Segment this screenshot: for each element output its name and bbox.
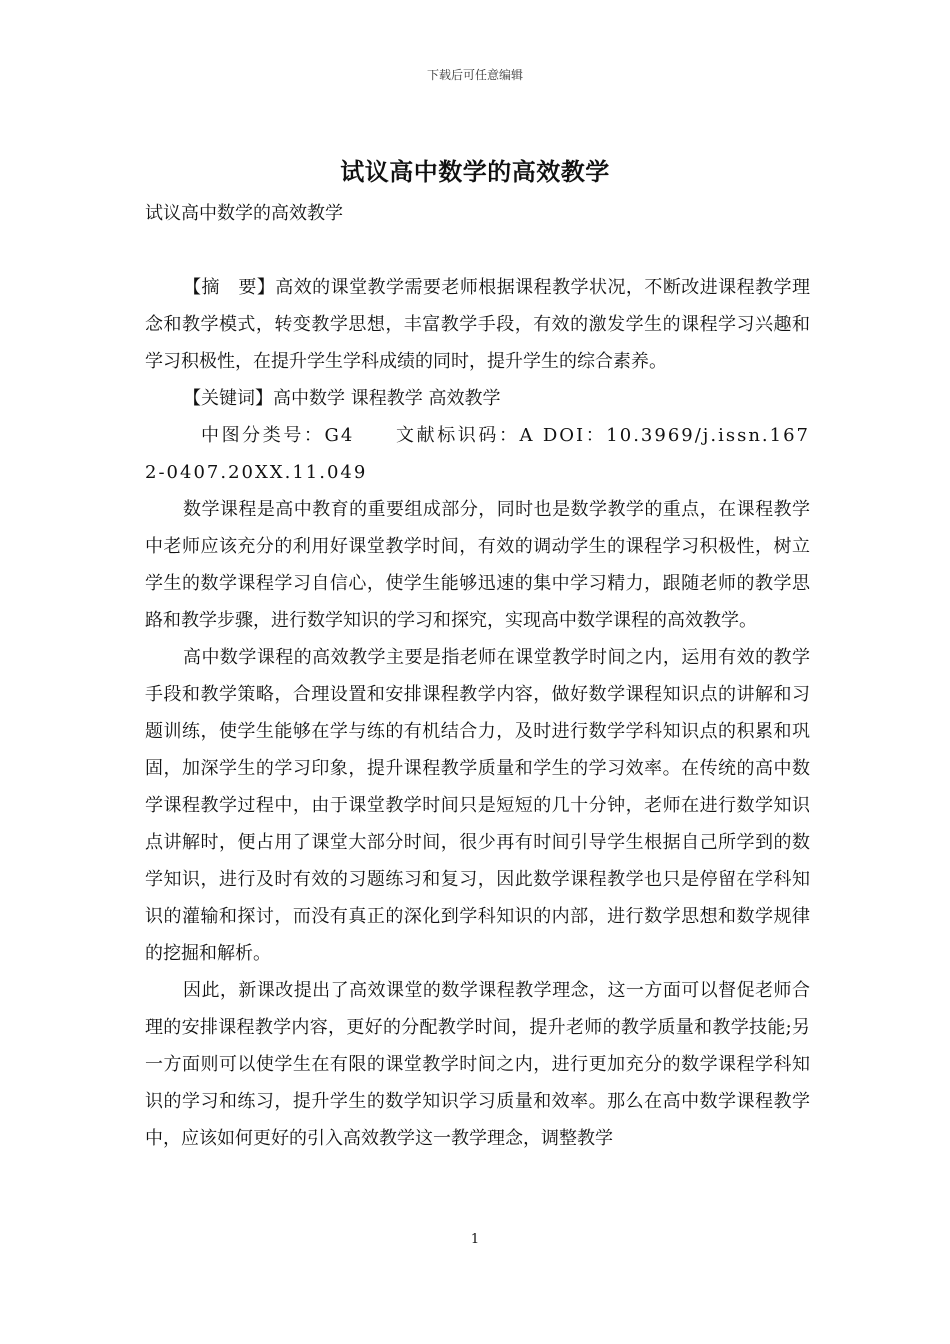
- document-body: [145, 195, 810, 1157]
- keywords-line: 【关键词】高中数学 课程教学 高效教学: [183, 388, 501, 409]
- classification-line: 中图分类号：G4 文献标识码：A DOI：10.3969/j.issn.1672-0407.20XX.11.049: [145, 425, 810, 483]
- document-title: 试议高中数学的高效教学: [340, 157, 610, 186]
- body-paragraph-2: 高中数学课程的高效教学主要是指老师在课堂教学时间之内，运用有效的教学手段和教学策略，合理设置和安排课程教学内容，做好数学课程知识点的讲解和习题训练，使学生能够在学与练的有机结合力，及时进行数学学科知识点的积累和巩固，加深学生的学习印象，提升课程教学质量和学生的学习效率。在传统的高中数学课程教学过程中，由于课堂教学时间只是短短的几十分钟，老师在进行数学知识点讲解时，便占用了课堂大部分时间，很少再有时间引导学生根据自己所学到的数学知识，进行及时有效的习题练习和复习，因此数学课程教学也只是停留在学科知识的灌输和探讨，而没有真正的深化到学科知识的内部，进行数学思想和数学规律的挖掘和解析。: [145, 647, 810, 964]
- abstract-paragraph: 【摘 要】高效的课堂教学需要老师根据课程教学状况，不断改进课程教学理念和教学模式，转变教学思想，丰富教学手段，有效的激发学生的课程学习兴趣和学习积极性，在提升学生学科成绩的同时，提升学生的综合素养。: [145, 277, 810, 372]
- document-subtitle: 试议高中数学的高效教学: [145, 203, 343, 224]
- page-number: 1: [470, 1232, 480, 1247]
- body-paragraph-1: 数学课程是高中教育的重要组成部分，同时也是数学教学的重点，在课程教学中老师应该充分的利用好课堂教学时间，有效的调动学生的课程学习积极性，树立学生的数学课程学习自信心，使学生能够迅速的集中学习精力，跟随老师的教学思路和教学步骤，进行数学知识的学习和探究，实现高中数学课程的高效教学。: [145, 499, 810, 631]
- body-paragraph-3: 因此，新课改提出了高效课堂的数学课程教学理念，这一方面可以督促老师合理的安排课程教学内容，更好的分配教学时间，提升老师的教学质量和教学技能;另一方面则可以使学生在有限的课堂教学时间之内，进行更加充分的数学课程学科知识的学习和练习，提升学生的数学知识学习质量和效率。那么在高中数学课程教学中，应该如何更好的引入高效教学这一教学理念，调整教学: [145, 980, 810, 1149]
- header-note: 下载后可任意编辑: [426, 68, 523, 82]
